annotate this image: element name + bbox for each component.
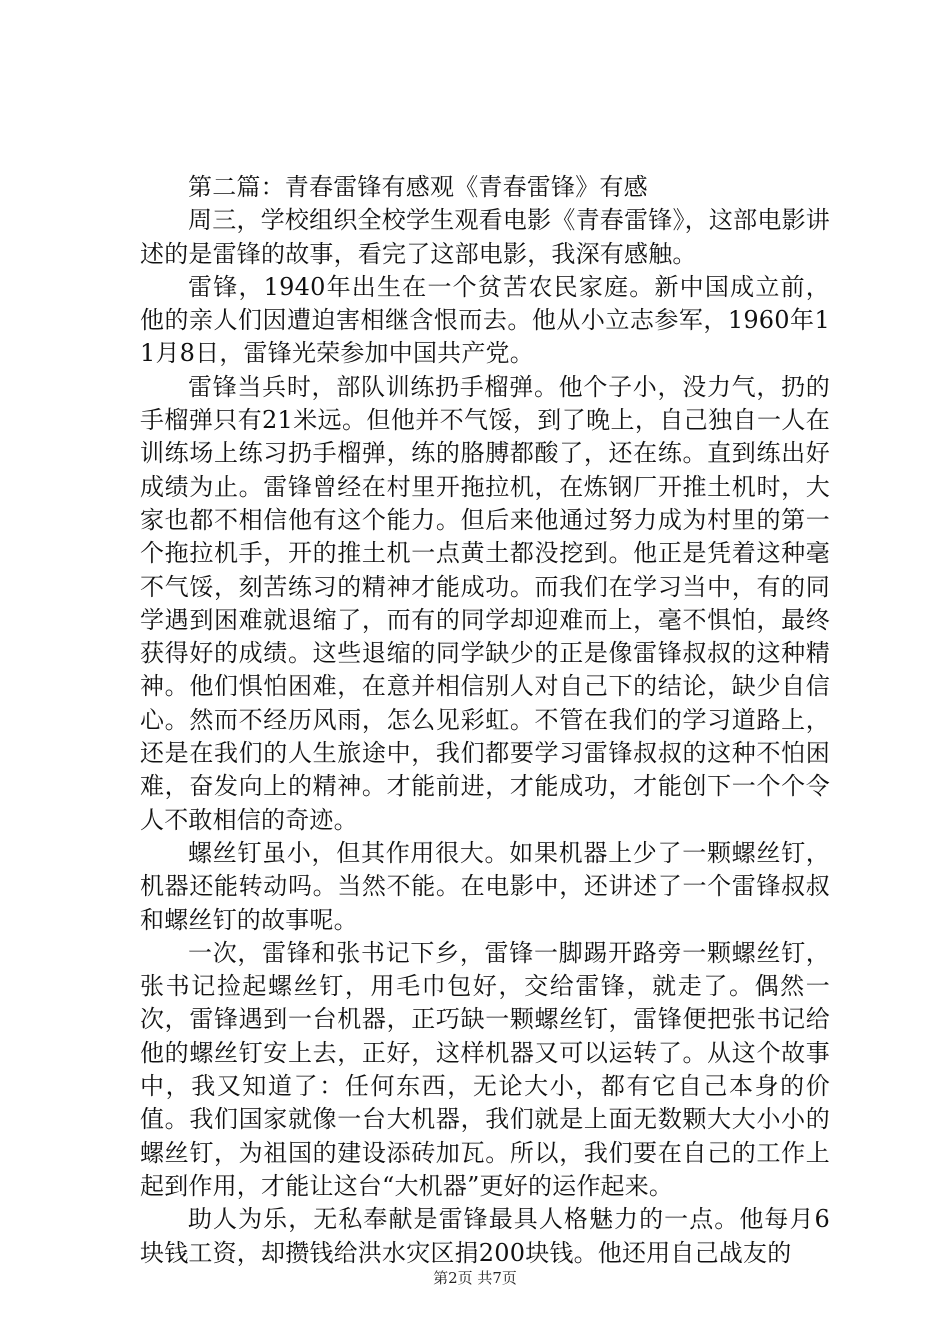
section-title: 第二篇：青春雷锋有感观《青春雷锋》有感 xyxy=(188,173,648,201)
page-number-footer: 第2页 共7页 xyxy=(433,1269,517,1287)
paragraph: 周三，学校组织全校学生观看电影《青春雷锋》，这部电影讲述的是雷锋的故事，看完了这部电影，我深有感触。 xyxy=(140,206,830,268)
paragraph: 螺丝钉虽小，但其作用很大。如果机器上少了一颗螺丝钉，机器还能转动吗。当然不能。在电影中，还讲述了一个雷锋叔叔和螺丝钉的故事呢。 xyxy=(140,838,830,934)
paragraph: 助人为乐，无私奉献是雷锋最具人格魅力的一点。他每月6块钱工资，却攒钱给洪水灾区捐200块钱。他还用自己战友的 xyxy=(140,1205,830,1267)
paragraph: 雷锋当兵时，部队训练扔手榴弹。他个子小，没力气，扔的手榴弹只有21米远。但他并不气馁，到了晚上，自己独自一人在训练场上练习扔手榴弹，练的胳膊都酸了，还在练。直到练出好成绩为止。雷锋曾经在村里开拖拉机，在炼钢厂开推土机时，大家也都不相信他有这个能力。但后来他通过努力成为村里的第一个拖拉机手，开的推土机一点黄土都没挖到。他正是凭着这种毫不气馁，刻苦练习的精神才能成功。而我们在学习当中，有的同学遇到困难就退缩了，而有的同学却迎难而上，毫不惧怕，最终获得好的成绩。这些退缩的同学缺少的正是像雷锋叔叔的这种精神。他们惧怕困难，在意并相信别人对自己下的结论，缺少自信心。然而不经历风雨，怎么见彩虹。不管在我们的学习道路上，还是在我们的人生旅途中，我们都要学习雷锋叔叔的这种不怕困难，奋发向上的精神。才能前进，才能成功，才能创下一个个令人不敢相信的奇迹。 xyxy=(140,372,830,834)
paragraph: 雷锋，1940年出生在一个贫苦农民家庭。新中国成立前，他的亲人们因遭迫害相继含恨而去。他从小立志参军，1960年11月8日，雷锋光荣参加中国共产党。 xyxy=(140,272,830,368)
paragraph: 一次，雷锋和张书记下乡，雷锋一脚踢开路旁一颗螺丝钉，张书记捡起螺丝钉，用毛巾包好，交给雷锋，就走了。偶然一次，雷锋遇到一台机器，正巧缺一颗螺丝钉，雷锋便把张书记给他的螺丝钉安上去，正好，这样机器又可以运转了。从这个故事中，我又知道了：任何东西，无论大小，都有它自己本身的价值。我们国家就像一台大机器，我们就是上面无数颗大大小小的螺丝钉，为祖国的建设添砖加瓦。所以，我们要在自己的工作上起到作用，才能让这台“大机器”更好的运作起来。 xyxy=(140,938,830,1200)
document-body xyxy=(140,171,830,1270)
